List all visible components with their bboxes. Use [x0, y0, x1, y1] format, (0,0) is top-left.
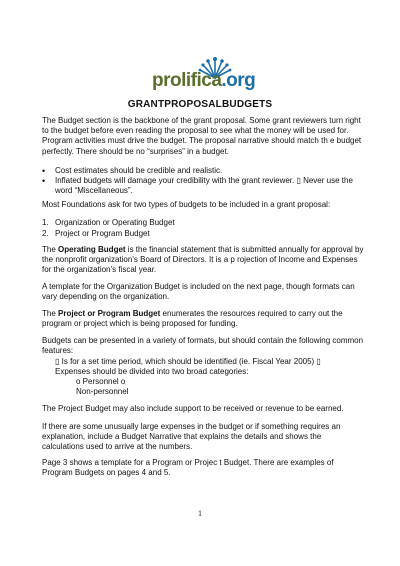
features-line-2: Expenses should be divided into two broad categories:: [55, 367, 249, 376]
operating-budget-paragraph: The Operating Budget is the financial statement that is submitted annually for approval by the nonprofit organization’s Board of Directors. It is a p rojection of Income and Expenses for the organization’s fiscal year.: [42, 245, 364, 275]
list-item: • Cost estimates should be credible and realistic.: [42, 166, 364, 176]
page-title: GRANTPROPOSALBUDGETS: [127, 99, 273, 110]
prolifica-logo: [152, 58, 256, 94]
features-line-1: ▯ Is for a set time period, which should be identified (ie. Fiscal Year 2005) ▯: [55, 357, 321, 366]
support-note: The Project Budget may also include support to be received or revenue to be earned.: [42, 404, 344, 413]
expense-categories: [76, 377, 128, 397]
page-3-note: Page 3 shows a template for a Program or Projec t Budget. There are examples of Program Budgets on pages 4 and 5.: [42, 458, 334, 478]
list-item: Non-personnel: [76, 387, 129, 397]
foundations-intro: Most Foundations ask for two types of budgets to be included in a grant proposal:: [42, 200, 331, 209]
list-item: 2. Project or Program Budget: [42, 228, 150, 238]
intro-paragraph: The Budget section is the backbone of the grant proposal. Some grant reviewers turn right to the budget before even reading the proposal to see what the money will be used for. Program activities must drive the budget. The proposal narrative should match th e budget perfectly. There should be no “surprises” in a budget.: [42, 116, 362, 156]
logo-wordmark: prolifica.org: [152, 70, 256, 91]
formats-intro: Budgets can be presented in a variety of formats, but should contain the following common features:: [42, 336, 364, 356]
guideline-bullets: [42, 166, 364, 197]
list-item: 1. Organization or Operating Budget: [42, 218, 175, 227]
list-item: o Personnel o: [76, 377, 126, 386]
template-note: A template for the Organization Budget is included on the next page, though formats can vary depending on the organization.: [42, 282, 355, 302]
budget-types-list: [42, 218, 364, 239]
list-item: • Inflated budgets will damage your credibility with the grant reviewer. ▯ Never use the word “Miscellaneous”.: [42, 176, 364, 196]
project-budget-paragraph: The Project or Program Budget enumerates the resources required to carry out the program or project which is being proposed for funding.: [42, 309, 343, 329]
unusual-expenses-note: If there are some unusually large expenses in the budget or if something requires an explanation, include a Budget Narrative that explains the details and shows the calculations used to arrive at the numbers.: [42, 422, 341, 452]
page-number: 1: [198, 509, 202, 518]
